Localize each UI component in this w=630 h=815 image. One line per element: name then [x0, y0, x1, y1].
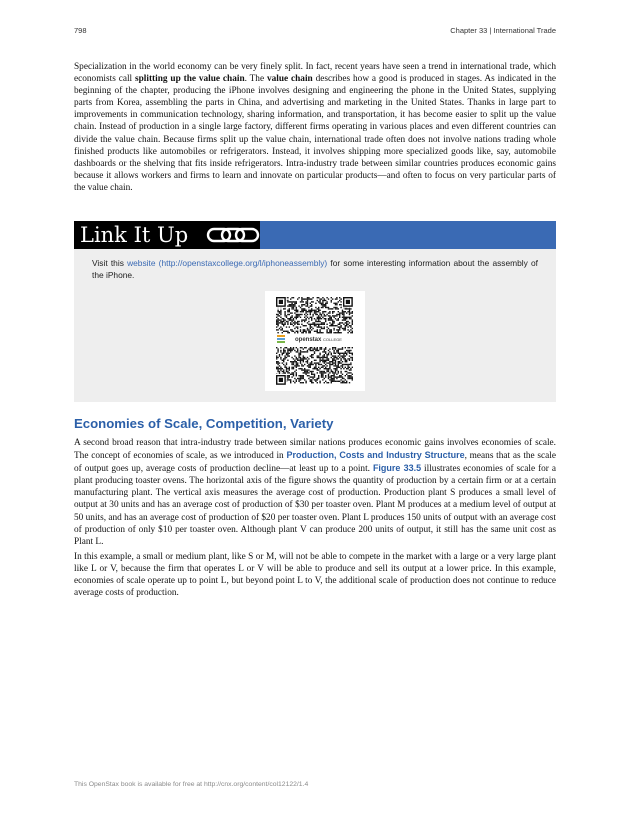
chapter-title: Chapter 33 | International Trade — [450, 26, 556, 35]
qr-brand-text: openstax COLLEGE — [295, 337, 342, 343]
paragraph-economies-of-scale — [74, 437, 556, 548]
text-run: describes how a good is produced in stages. As indicated in the beginning of the chapter, producing the iPhone involves designing and engineering the phone in the United States, supplying parts from Korea, assembling the parts in China, and advertising and marketing in the United States. Thanks in large part to improvements in communication technology, sharing information, and transportation, it has become easier to split up the value chain. Instead of production in a single large factory, different firms operating in various places and even different countries can divide the value chain. Because firms split up the value chain, international trade often does not involve nations trading whole finished products like automobiles or refrigerators. Instead, it involves shipping more specialized goods like, say, automobile dashboards or the shelving that fits inside refrigerators. Intra-industry trade between similar countries produces economic gains because it allows workers and firms to learn and innovate on particular products—and often to focus on very particular parts of the value chain. — [74, 74, 556, 193]
website-link[interactable]: website (http://openstaxcollege.org/l/iphoneassembly) — [127, 258, 328, 268]
figure-link[interactable]: Figure 33.5 — [372, 463, 422, 474]
feature-header-bar — [74, 221, 556, 249]
text-run: . The — [244, 74, 267, 85]
chain-link-icon — [206, 225, 262, 245]
key-term: splitting up the value chain — [134, 74, 245, 85]
paragraph-example: In this example, a small or medium plant, like S or M, will not be able to compete in the market with a large or a very large plant like L or V, because the firm that operates L or V will be able to produce and sell its output at a lower price. In this example, economies of scale operate up to point L, but beyond point L to V, the additional scale of production does not continue to reduce average costs of production. — [74, 552, 556, 599]
text-run: , means that as the scale of output goes up, average costs of production decline—at least up to a point. — [74, 451, 557, 475]
key-term: value chain — [266, 74, 313, 85]
qr-code[interactable] — [265, 291, 365, 391]
feature-text — [92, 258, 538, 281]
text-run: for some interesting information about the assembly of the iPhone. — [92, 258, 539, 280]
qr-code-icon — [265, 291, 365, 391]
text-run: Specialization in the world economy can be very finely split. In fact, recent years have seen a trend in international trade, which economists call — [74, 62, 556, 85]
page-footer: This OpenStax book is available for free at http://cnx.org/content/col12122/1.4 — [74, 781, 309, 788]
paragraph-value-chain — [74, 61, 556, 194]
text-run: Visit this — [92, 258, 128, 268]
section-heading: Economies of Scale, Competition, Variety — [74, 416, 334, 431]
text-run: A second broad reason that intra-industry trade between similar nations produces economic gains involves economies of scale. The concept of economies of scale, as we introduced in — [74, 438, 556, 462]
feature-title-text: Link It Up — [80, 223, 189, 247]
text-run: illustrates economies of scale for a plant producing toaster ovens. The horizontal axis of the figure shows the quantity of production by a certain firm or at a certain manufacturing plant. The vertical axis measures the average cost of production. Production plant S produces a small level of output at 30 units and has an average cost of production of $30 per toaster oven. Plant M produces at a medium level of output at 50 units, and has an average cost of production of $20 per toaster oven. Plant L produces 150 units of output with an average cost of production of only $10 per toaster oven. Although plant V can produce 200 units of output, it still has the same unit cost as Plant L. — [74, 464, 556, 547]
chapter-link[interactable]: Production, Costs and Industry Structure — [286, 450, 465, 461]
link-it-up-feature — [74, 221, 556, 402]
page-number: 798 — [74, 26, 87, 35]
page-header — [74, 26, 556, 38]
